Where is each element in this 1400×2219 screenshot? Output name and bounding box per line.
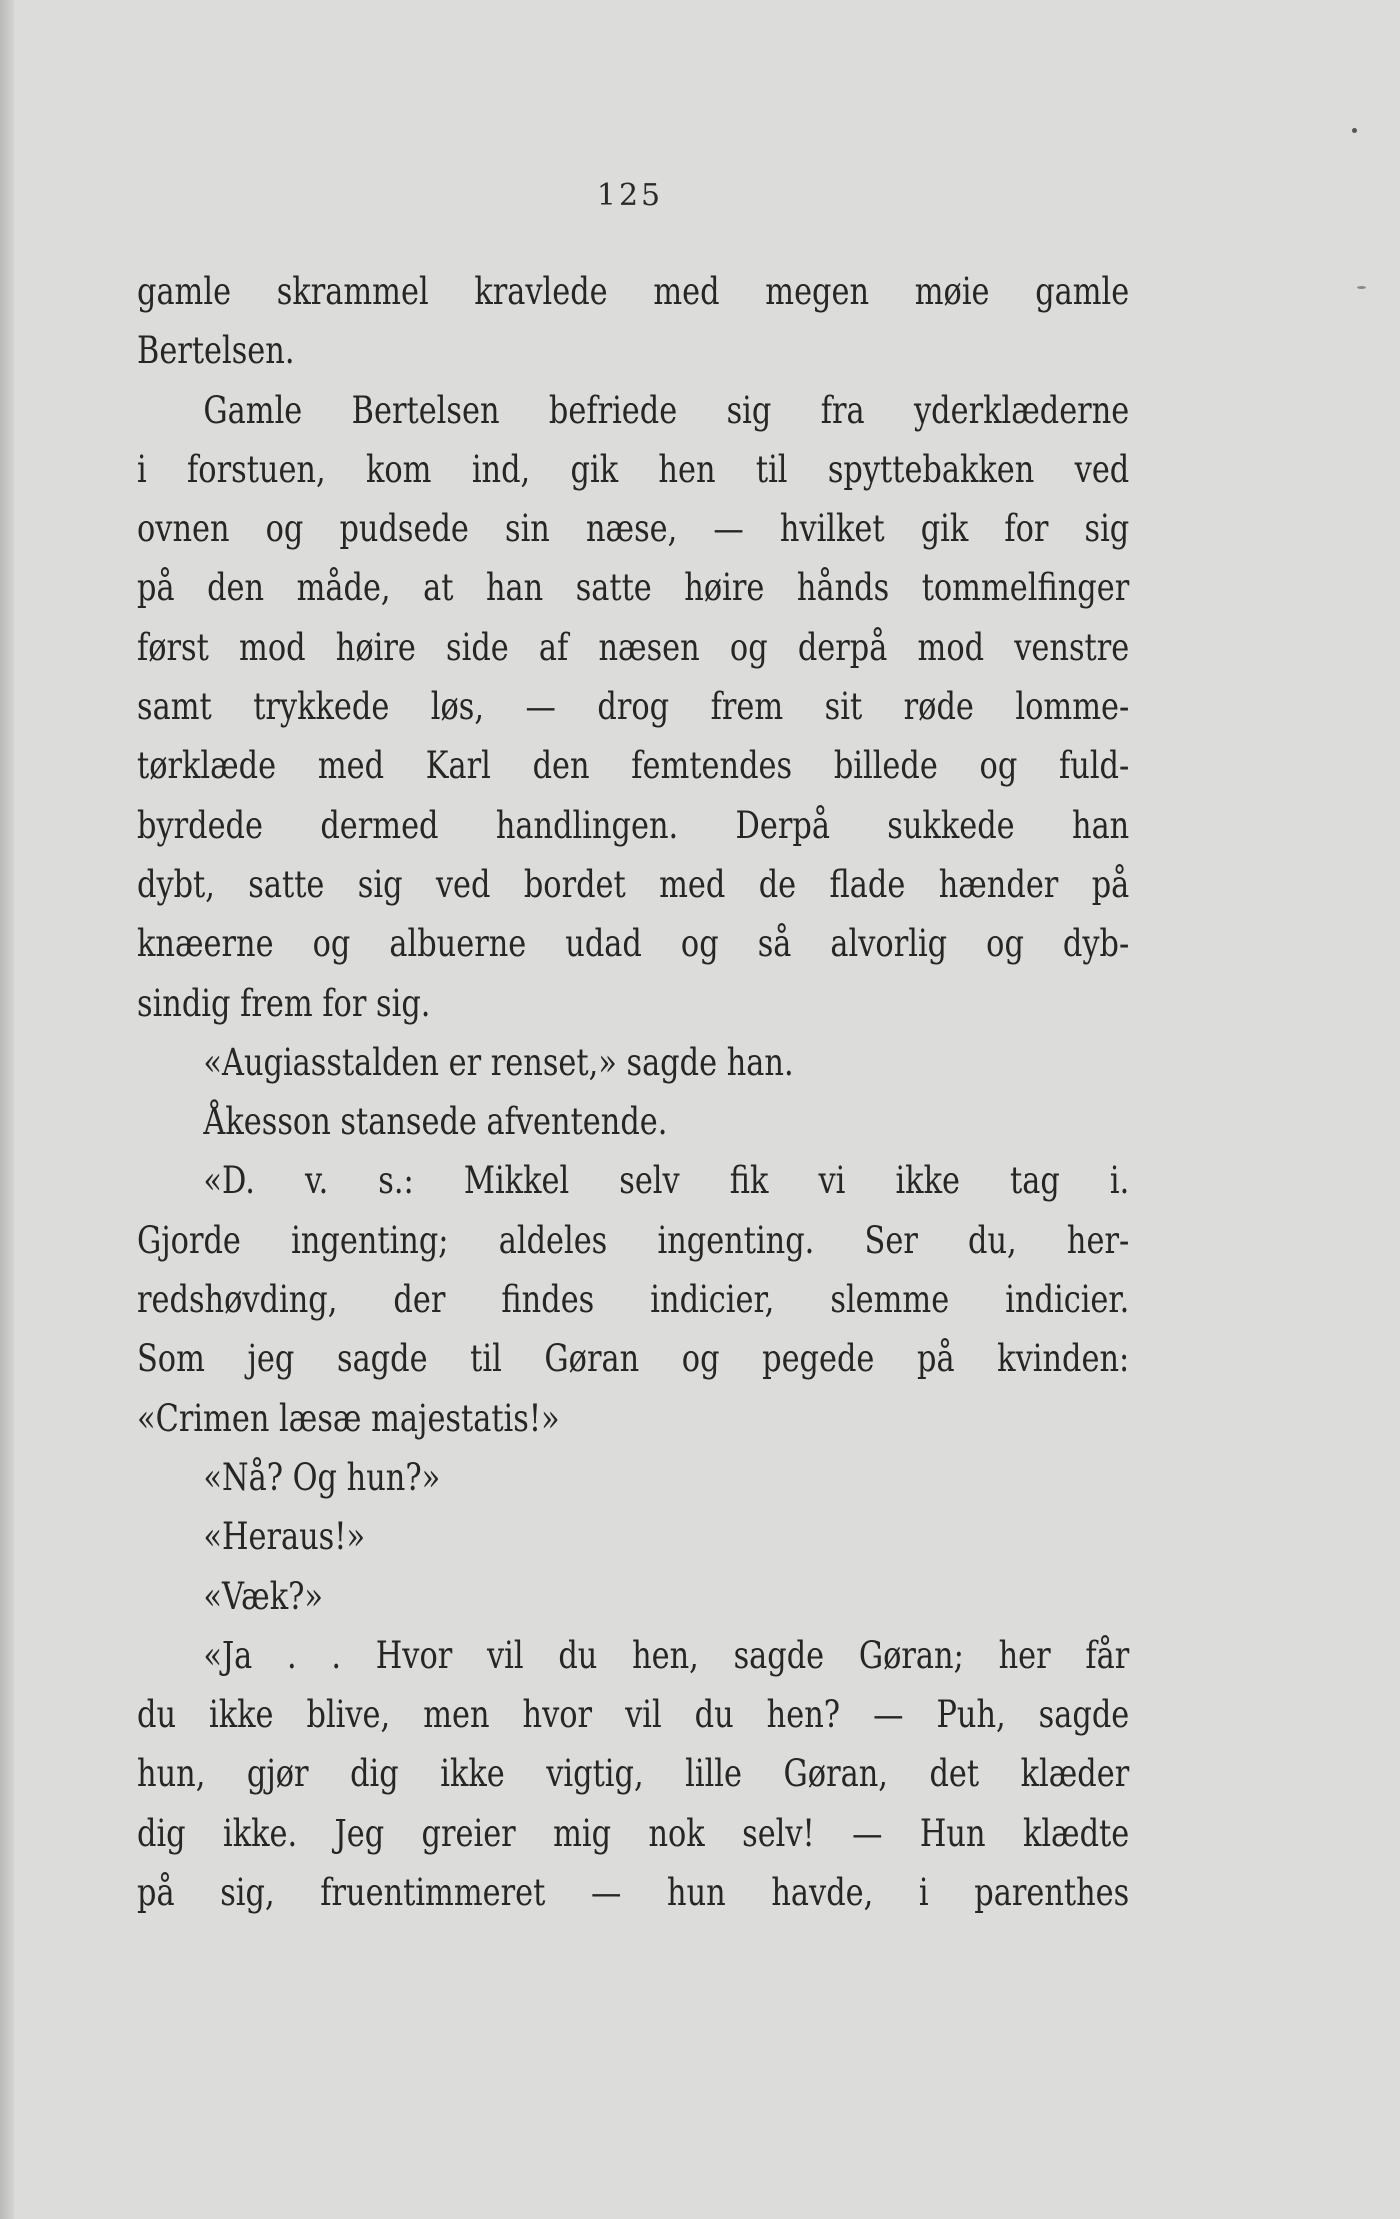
text-line: Bertelsen.: [137, 328, 295, 373]
text-line: Gamle Bertelsen befriede sig fra yderklæderne: [203, 387, 1130, 432]
text-line: på sig, fruentimmeret — hun havde, i parenthes: [137, 1870, 1130, 1915]
text-line: redshøvding, der findes indicier, slemme indicier.: [137, 1277, 1130, 1322]
text-line: Åkesson stansede afventende.: [203, 1099, 668, 1144]
body-text: [137, 262, 1129, 1922]
text-line: ovnen og pudsede sin næse, — hvilket gik for sig: [137, 506, 1130, 551]
text-line: gamle skrammel kravlede med megen møie gamle: [137, 269, 1130, 313]
text-line: «D. v. s.: Mikkel selv fik vi ikke tag i.: [203, 1158, 1130, 1203]
text-line: dybt, satte sig ved bordet med de flade hænder på: [137, 861, 1130, 906]
text-line: på den måde, at han satte høire hånds tommelfinger: [137, 565, 1130, 610]
text-line: byrdede dermed handlingen. Derpå sukkede han: [137, 802, 1130, 847]
page-edge-shadow: [0, 0, 14, 2219]
text-line: samt trykkede løs, — drog frem sit røde lomme-: [137, 684, 1130, 729]
paper-speck: [1352, 128, 1357, 133]
paper-speck: [1357, 286, 1366, 289]
text-line: knæerne og albuerne udad og så alvorlig og dyb-: [137, 921, 1130, 966]
text-line: tørklæde med Karl den femtendes billede og fuld-: [137, 743, 1130, 788]
text-line: Gjorde ingenting; aldeles ingenting. Ser du, her-: [137, 1217, 1130, 1262]
text-line: «Crimen læsæ majestatis!»: [137, 1395, 560, 1440]
text-line: sindig frem for sig.: [137, 980, 431, 1025]
text-line: «Nå? Og hun?»: [203, 1454, 441, 1499]
text-line: Som jeg sagde til Gøran og pegede på kvinden:: [137, 1336, 1130, 1381]
text-line: først mod høire side af næsen og derpå mod venstre: [137, 624, 1130, 669]
text-line: «Ja . . Hvor vil du hen, sagde Gøran; her får: [203, 1632, 1130, 1677]
text-line: hun, gjør dig ikke vigtig, lille Gøran, det klæder: [137, 1751, 1130, 1796]
text-line: «Augiasstalden er renset,» sagde han.: [203, 1039, 794, 1084]
text-line: i forstuen, kom ind, gik hen til spyttebakken ved: [137, 446, 1130, 491]
text-line: «Væk?»: [203, 1573, 323, 1618]
text-line: «Heraus!»: [203, 1514, 366, 1559]
text-line: du ikke blive, men hvor vil du hen? — Puh, sagde: [137, 1692, 1130, 1737]
text-line: dig ikke. Jeg greier mig nok selv! — Hun klædte: [137, 1810, 1130, 1855]
page-number: 125: [596, 178, 664, 213]
